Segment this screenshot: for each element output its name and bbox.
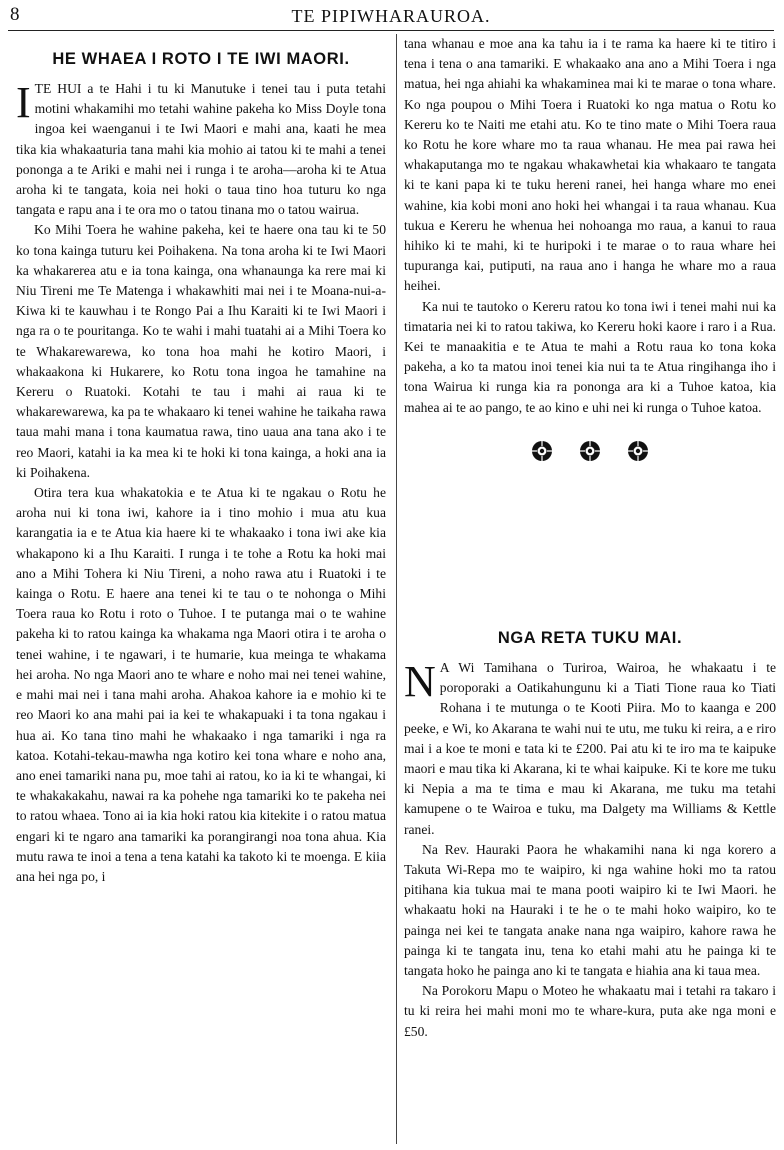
flower-ornament-icon [579,440,601,462]
paragraph-text: TE HUI a te Hahi i tu ki Manutuke i tenei tau i puta tetahi motini whakamihi mo tetahi wahine pakeha ko Miss Doyle tona ingoa kei waenganui i te Iwi Maori e mahi ana, kaati he mea tika kia whakaaturia tana mahi kia mohio ai tatou ki te mahi a tenei pononga a te Ariki e mahi nei i runga i te aroha—aroha ki te Atua aroha ki te tangata, koia nei hoki o taua tino hoa tuturu ko nga tangata e rapu ana i te ora mo o tatou tinana mo o tatou wairua. [16,81,386,218]
right-column-top [404,34,776,470]
column-divider [396,34,397,1144]
left-column [16,38,386,887]
article-paragraph [404,658,776,840]
drop-cap: N [404,657,436,706]
header-rule [8,30,774,31]
page-number: 8 [10,4,20,25]
article-paragraph: Ko Mihi Toera he wahine pakeha, kei te haere ona tau ki te 50 ko tona kainga tuturu kei Poihakena. Na tona aroha ki te Iwi Maori ka whakarerea atu e ia tona kainga, ona whanaunga ka rere mai ki Niu Tireni me Te Matenga i whakawhiti mai nei i te Moana-nui-a-Kiwa ki te kauwhau i te Rongo Pai a Ihu Karaiti ki te Iwi Maori i nga ra o te pouritanga. Ko te wahi i mahi tuatahi ai a Mihi Toera ko te Whakarewarewa, ko tona hoa mahi he kotiro Maori, i whakaakona ki Hukarere, ko Rotu tona ingoa he tamahine na Kereru o Ruatoki. Kotahi te tau i mahi ai raua ki te whakarewarewa, ka pa te whakaaro ki tenei wahine he taikaha rawa taua mahi mana i tona kaumatua rawa, tino uaua ana tana ako i te reo Maori, katahi ia ka mea ki te hoki ki tona kainga, a hoki ana ia ki Poihakena. [16,222,386,480]
flower-ornament-icon [531,440,553,462]
article-paragraph [16,79,386,220]
article-paragraph: Na Porokoru Mapu o Moteo he whakaatu mai i tetahi ra takaro i tu ki reira hei mahi moni mo te whare-kura, puta ake nga moni e £50. [404,983,776,1039]
article-paragraph: Na Rev. Hauraki Paora he whakamihi nana ki nga korero a Takuta Wi-Repa mo te waipiro, ki nga wahine hoki mo ta ratou pitihana kia tukua mai te mana pooti waipiro ki te Iwi Maori. he whakaatu hoki na Hauraki i te he o te mahi hoko waipiro, ko te painga nei kei te tangata anake nana nga waipiro, kahore rawa he painga ki te tangata inu, tena ko etahi mahi atu he painga ki te tangata hoko he painga ano ki te tangata e hiahia ana ki taua mea. [404,841,776,979]
paragraph-text: A Wi Tamihana o Turiroa, Wairoa, he whakaatu i te poroporaki a Oatikahungunu ki a Tiati Tione raua ko Tiati Rohana i te mutunga o te Kooti Piira. Mo to kaanga e 200 peeke, e Wi, ko Akarana te wahi nui te utu, me tuku ki reira, a e riro mai i a koe te moni e tata ki te £200. Pai atu ki te iro ma te kaipuke maori e mau tika ki Akarana, ki te whai kaipuke. Ki te kore me tuku ki Nepia a ma te tima e mau ki Akarana, me tuku ma tetahi kamupene o te Wairoa e tuku, ma Dalgety ma Williams & Kettle ranei. [404,660,776,837]
drop-cap: I [16,78,31,127]
running-title: TE PIPIWHARAUROA. [291,6,491,26]
article-paragraph: Ka nui te tautoko o Kereru ratou ko tona iwi i tenei mahi nui ka timataria nei ki to ratou takiwa, ko Kereru hoki kaore i raro i a Rua. Kei te manaakitia e te Atua te mahi a Rotu raua ko tona koka pakeha, a ko ta matou inoi tenei kia nui ta te Atua ringihanga iho i tona Wairua ki runga kia ra pononga ara ki a Tuhoe katoa, kia mahea ai te ao pango, te ao kino e uhi nei ki runga o Tuhoe katoa. [404,298,776,415]
article-title: HE WHAEA I ROTO I TE IWI MAORI. [52,50,350,68]
right-column-bottom [404,625,776,1042]
article-paragraph: Otira tera kua whakatokia e te Atua ki te ngakau o Rotu he aroha nui ki tona iwi, kahore ia i tino mohio i mua atu kua karangatia ia e te Atua kia haere ki te whakaako i tona iwi ake kia whakapono ki a Ihu Karaiti. I runga i te tohe a Rotu ka hoki mai ano a Mihi Tohera ki Niu Tireni, a noho rawa atu i Ruatoki i te kainga o Rotu. E haere ana tenei ki te tau o te nohonga o Mihi Toera raua ko Rotu i roto o Tuhoe. I te putanga mai o te wahine pakeha ki to ratou kainga ka whakama nga Maori otira i te aroha o tenei wahine, i te ngawari, i te humarie, kua meinga te whakama hei aroha. No nga Maori ano te whare e noho mai nei tenei wahine, e mahi mai nei i tana mahi aroha. Ahakoa kahore ia e mohio ki te reo Maori ko ana mahi pai ia kei te whakapuaki i ta tona ngakau i hua ai. Ko tana tino mahi he whakaako i nga tamariki i nga ra katoa. Kotahi-tekau-mawha nga kotiro kei tona whare e noho ana, ano enei tamariki nana pu, moe tahi ai ratou, ko ia ki te whangai, ki te whakakakahu, nawai ra ka pohehe nga tamariki ko te pakeha nei to ratou whaea. Tono ai ia kia hoki ratou kia kitekite i o ratou matua engari ki te ngaro ana tamariki ka porangirangi noa tona ahua. Kia mutu rawa te inoi a tena a tena katahi ka takoto ki te moenga. E kiia ana hei nga po, i [16,485,386,884]
page-header [6,2,776,32]
section-ornaments [404,440,776,470]
letters-title: NGA RETA TUKU MAI. [497,629,683,647]
flower-ornament-icon [627,440,649,462]
continued-paragraph: tana whanau e moe ana ka tahu ia i te rama ka haere ki te titiro i tena i tena o ana tamariki. E whakaako ana ano a Mihi Toera i nga matua, hei nga ahiahi ka whakaminea mai ki te marae o tona whare. Ko nga poupou o Mihi Toera i Ruatoki ko nga matua o Rotu ko Kereru ko te Naiti me etahi atu. Ko te tino mate o Mihi Toera raua ko Rotu he kore whare mo ta raua whanau. He mea pai rawa hei whakaputanga mo te ngakau whakawhetai kia whakaaro te tangata ki te kani papa ki te tuku hereni ranei, hei hanga whare mo enei wahine, kia kobi moni ano hoki hei whangai i ta raua whanau. Kua tukua e Kereru he whenua hei nohoanga mo raua, a kanui to raua hihiko ki te mahi, ki te huripoki i te marae o to raua whare hei tupuranga kai, putiputi, na raua ano i hanga he whare mo a raua heihei. [404,36,776,294]
